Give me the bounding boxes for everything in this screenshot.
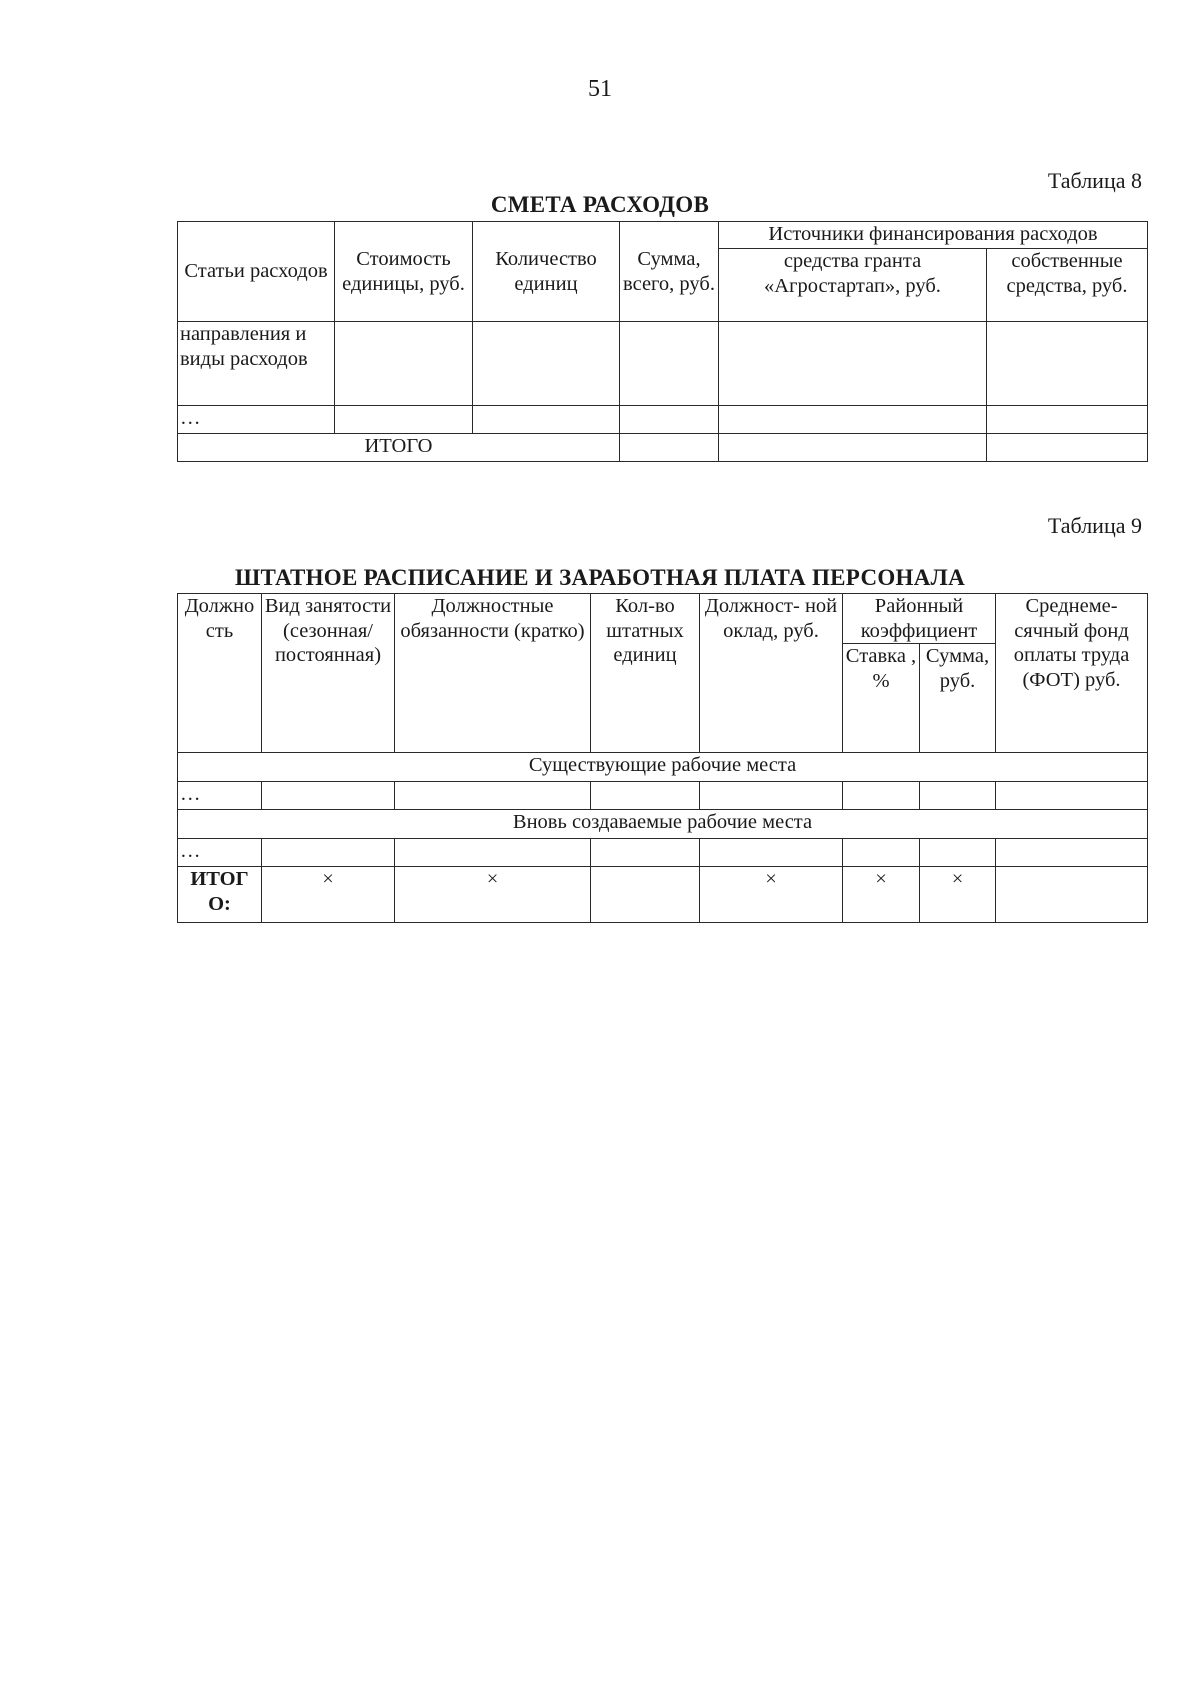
cell: [620, 406, 719, 434]
cell: [843, 839, 920, 867]
cross-mark: ×: [700, 867, 843, 923]
cross-mark: ×: [843, 867, 920, 923]
cross-mark: ×: [920, 867, 996, 923]
header-salary: Должност- ной оклад, руб.: [700, 594, 843, 753]
cell: [262, 782, 395, 810]
cell: [591, 867, 700, 923]
section-existing-jobs: Существующие рабочие места: [178, 753, 1148, 782]
cell: [395, 782, 591, 810]
cell: [996, 867, 1148, 923]
row-directions-label: направления и виды расходов: [178, 322, 335, 406]
header-funding-sources: Источники финансирования расходов: [719, 222, 1148, 249]
table9-title: ШТАТНОЕ РАСПИСАНИЕ И ЗАРАБОТНАЯ ПЛАТА ПЕРСОНАЛА: [235, 565, 965, 590]
page-number: 51: [588, 76, 612, 102]
total-row-label: ИТОГО: [178, 434, 620, 462]
cell: [473, 406, 620, 434]
section-new-jobs: Вновь создаваемые рабочие места: [178, 810, 1148, 839]
header-sum: Сумма, руб.: [920, 644, 996, 753]
table9-label: Таблица 9: [1047, 513, 1142, 538]
cell: [395, 839, 591, 867]
header-total: Сумма, всего, руб.: [620, 222, 719, 322]
table8-label: Таблица 8: [1047, 168, 1142, 193]
header-rate: Ставка , %: [843, 644, 920, 753]
cell: [262, 839, 395, 867]
total-row-label: ИТОГ О:: [178, 867, 262, 923]
cell: [591, 839, 700, 867]
header-payroll-fund: Среднеме- сячный фонд оплаты труда (ФОТ) руб.: [996, 594, 1148, 753]
header-employment-type: Вид занятости (сезонная/ постоянная): [262, 594, 395, 753]
cell: [719, 406, 987, 434]
cell: [335, 322, 473, 406]
cell: [700, 782, 843, 810]
cell: [700, 839, 843, 867]
cell: [996, 782, 1148, 810]
expense-estimate-table: [177, 221, 1148, 462]
cell: [987, 434, 1148, 462]
header-regional-coefficient: Районный коэффициент: [843, 594, 996, 644]
header-duties: Должностные обязанности (кратко): [395, 594, 591, 753]
row-ellipsis: …: [178, 782, 262, 810]
header-own-funds: собственные средства, руб.: [987, 249, 1148, 322]
row-ellipsis: …: [178, 839, 262, 867]
header-grant-funds: средства гранта «Агростартап», руб.: [719, 249, 987, 322]
cross-mark: ×: [262, 867, 395, 923]
cell: [920, 839, 996, 867]
cell: [987, 322, 1148, 406]
header-articles: Статьи расходов: [178, 222, 335, 322]
cell: [843, 782, 920, 810]
cell: [996, 839, 1148, 867]
header-staff-count: Кол-во штатных единиц: [591, 594, 700, 753]
cell: [335, 406, 473, 434]
cell: [620, 434, 719, 462]
staff-schedule-table: [177, 593, 1148, 923]
header-unit-cost: Стоимость единицы, руб.: [335, 222, 473, 322]
header-quantity: Количество единиц: [473, 222, 620, 322]
header-position: Должно сть: [178, 594, 262, 753]
cell: [620, 322, 719, 406]
cell: [920, 782, 996, 810]
cell: [987, 406, 1148, 434]
cross-mark: ×: [395, 867, 591, 923]
cell: [719, 434, 987, 462]
cell: [473, 322, 620, 406]
table8-title: СМЕТА РАСХОДОВ: [490, 192, 710, 217]
cell: [591, 782, 700, 810]
row-ellipsis: …: [178, 406, 335, 434]
cell: [719, 322, 987, 406]
